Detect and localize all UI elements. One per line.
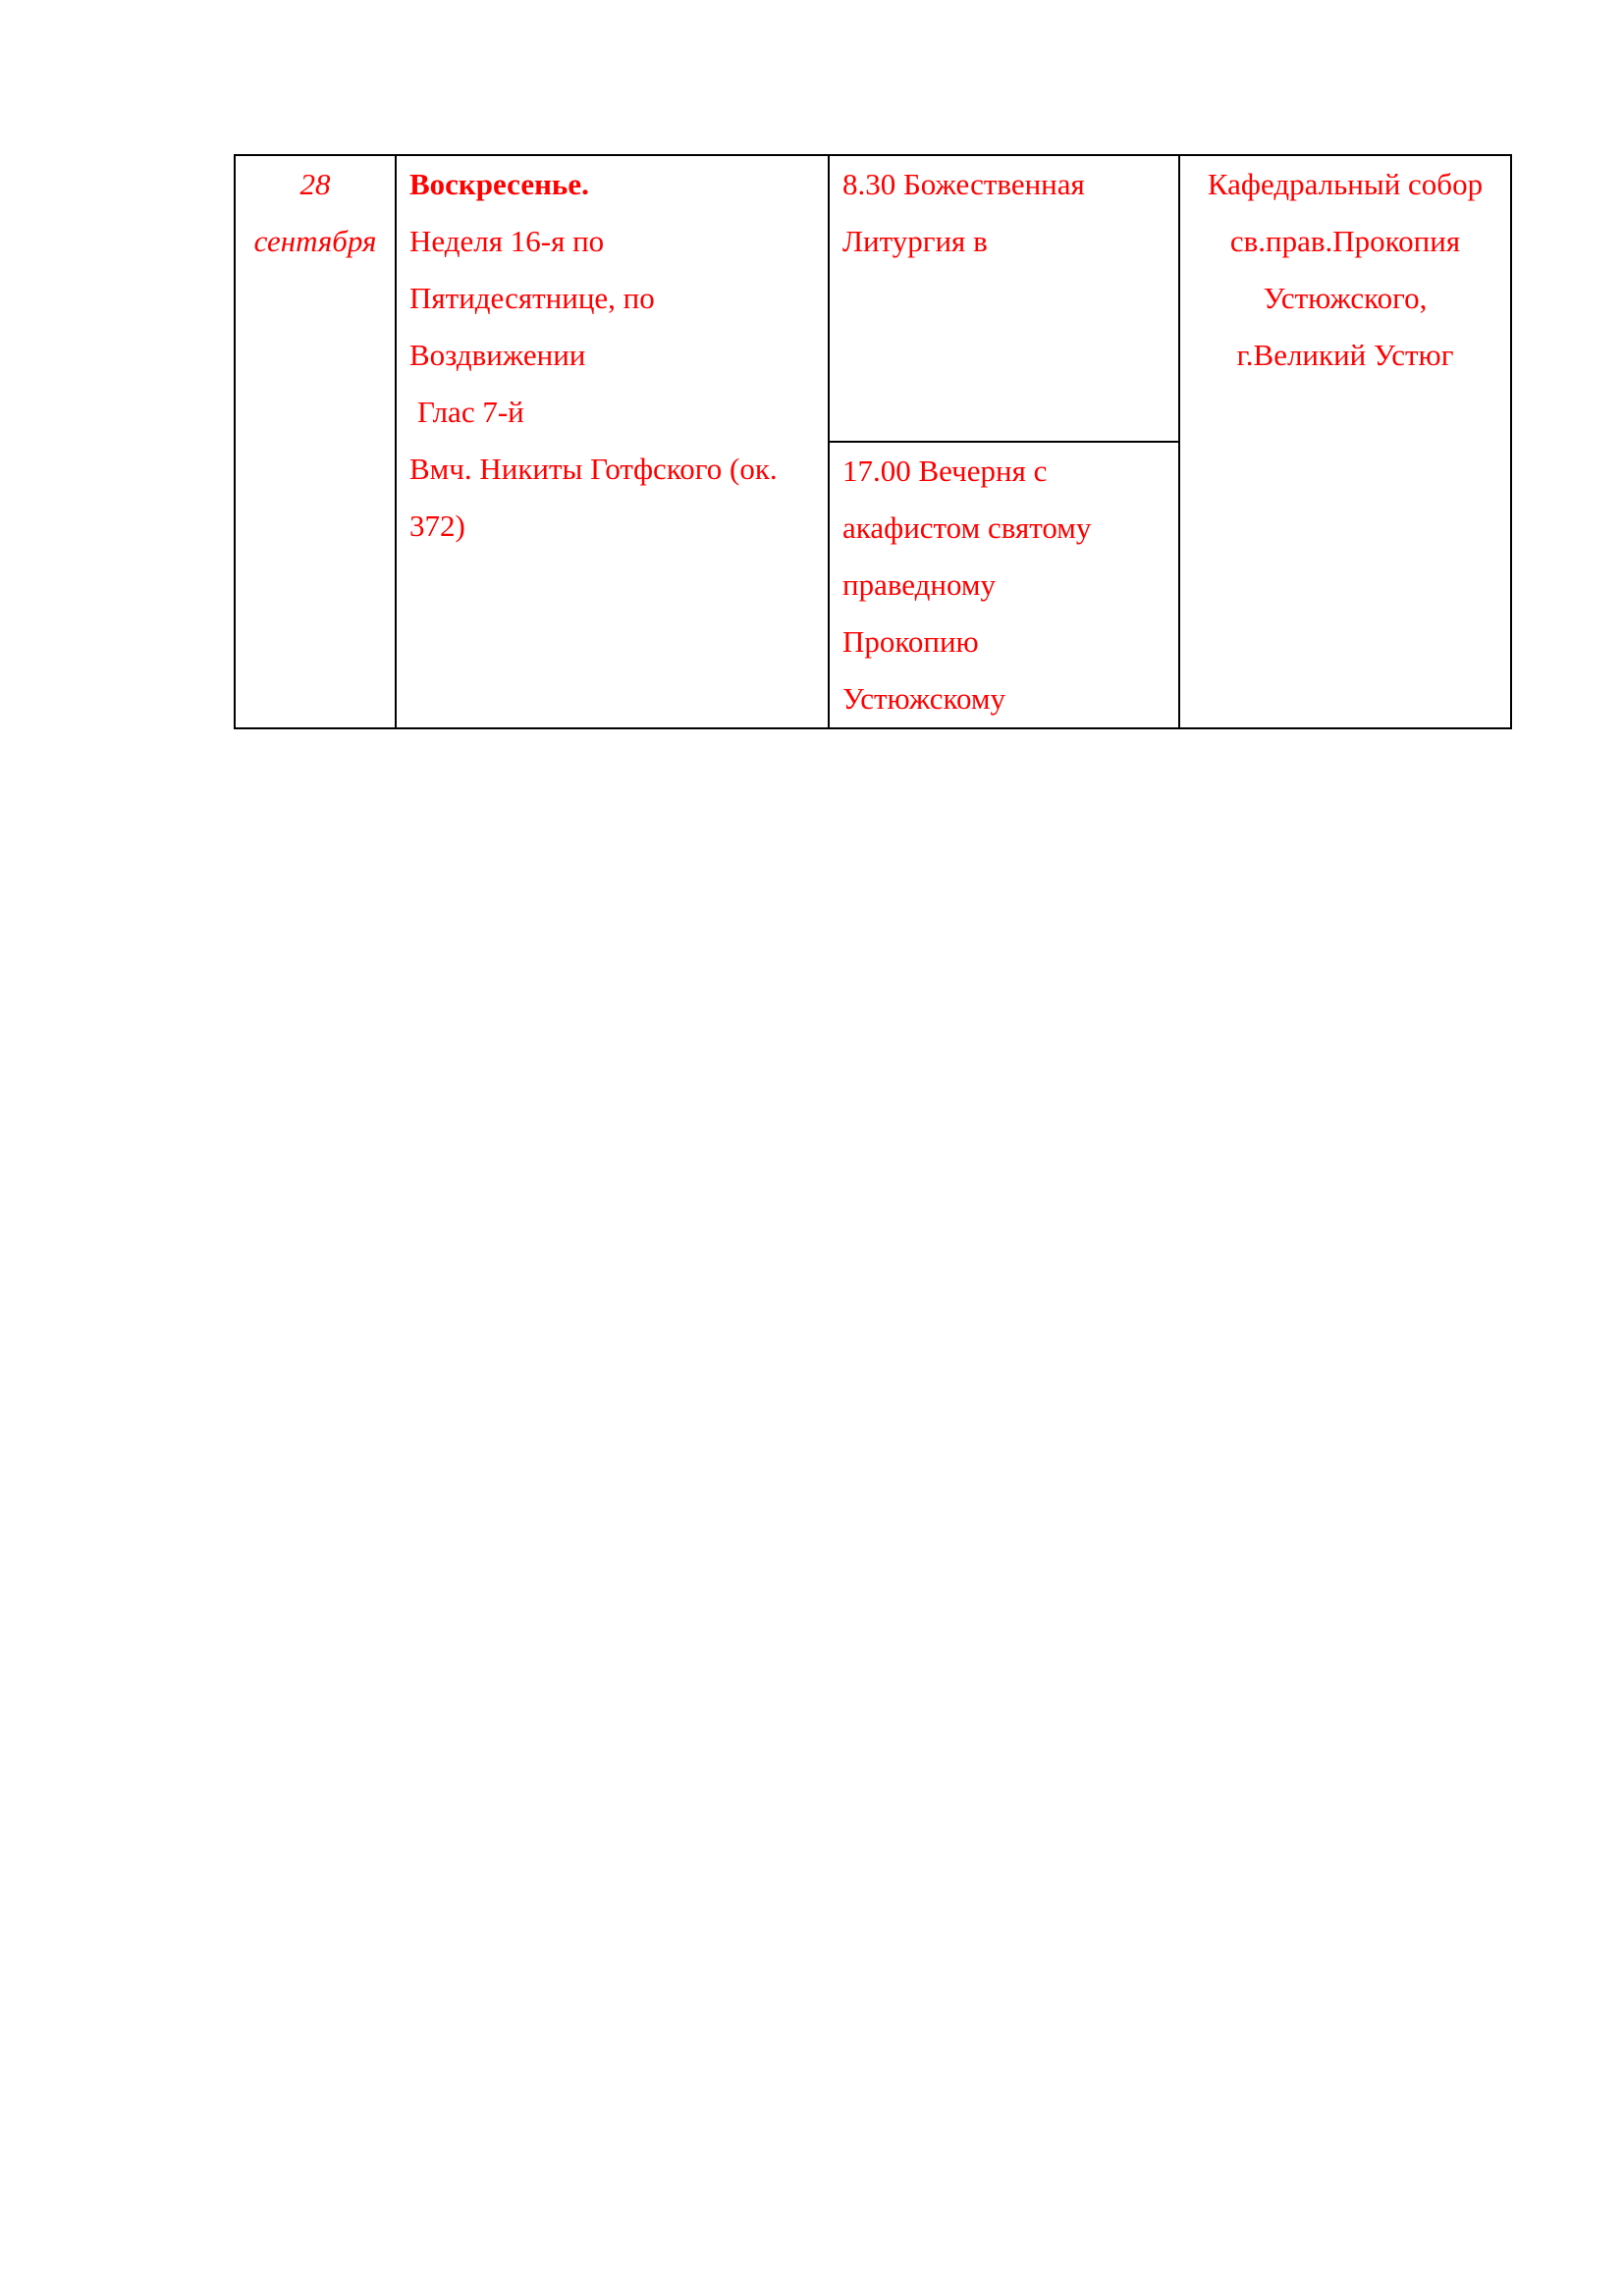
service-evening-line-1: 17.00 Вечерня с	[842, 454, 1048, 488]
place-line-4: г.Великий Устюг	[1236, 338, 1454, 372]
saint-line-1: Вмч. Никиты Готфского (ок.	[409, 452, 778, 486]
service-evening-line-4: Прокопию	[842, 624, 979, 659]
service-evening-line-5: Устюжскому	[842, 681, 1006, 716]
week-line-1: Неделя 16-я по	[409, 224, 605, 258]
saint-line-2: 372)	[409, 508, 465, 543]
date-day: 28	[299, 167, 331, 201]
date-month: сентября	[253, 224, 377, 258]
schedule-table	[234, 154, 1512, 729]
service-morning-line-2: Литургия в	[842, 224, 988, 258]
date-cell	[235, 155, 396, 728]
place-line-2: св.прав.Прокопия	[1229, 224, 1461, 258]
service-cell-evening	[829, 442, 1179, 728]
table-row	[235, 155, 1511, 442]
week-line-3: Воздвижении	[409, 338, 586, 372]
description-cell	[396, 155, 829, 728]
service-cell-morning	[829, 155, 1179, 442]
place-line-1: Кафедральный собор	[1207, 167, 1484, 201]
service-evening-line-3: праведному	[842, 567, 997, 602]
service-morning-line-1: 8.30 Божественная	[842, 167, 1085, 201]
weekday-label: Воскресенье.	[409, 167, 589, 201]
tone-label: Глас 7-й	[417, 395, 524, 429]
place-line-3: Устюжского,	[1263, 281, 1428, 315]
place-cell	[1179, 155, 1511, 728]
week-line-2: Пятидесятнице, по	[409, 281, 655, 315]
service-evening-line-2: акафистом святому	[842, 510, 1092, 545]
